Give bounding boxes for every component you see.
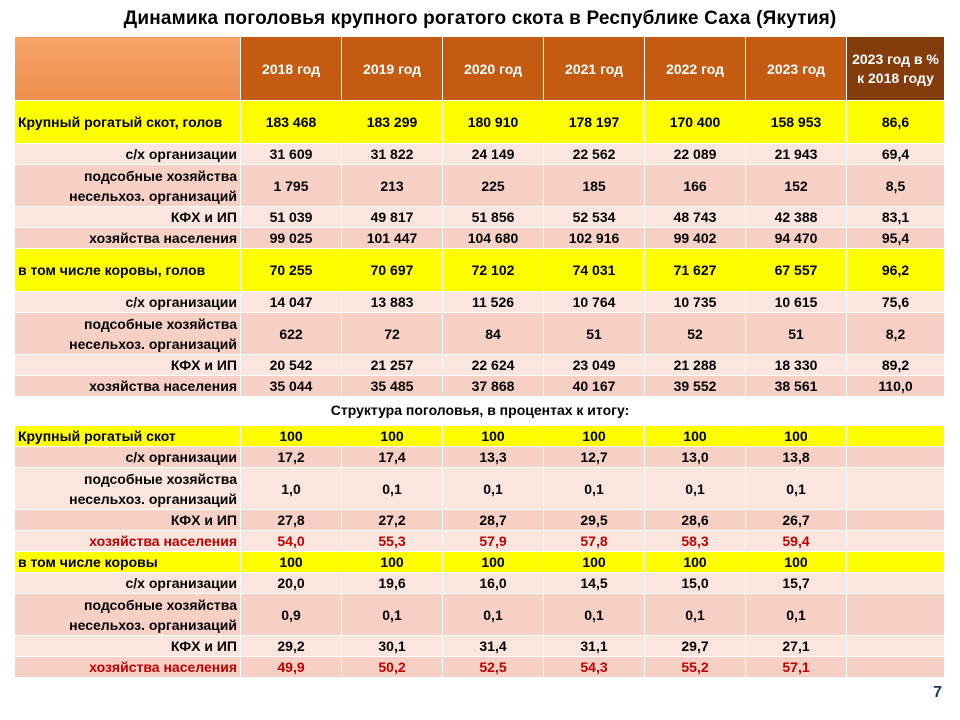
value-cell: 100 <box>241 552 342 573</box>
value-cell: 0,1 <box>746 594 847 636</box>
value-cell: 95,4 <box>847 228 945 249</box>
value-cell: 20 542 <box>241 355 342 376</box>
value-cell: 96,2 <box>847 249 945 292</box>
value-cell: 51 039 <box>241 207 342 228</box>
table-row-subsidiary-farms-share <box>15 468 945 510</box>
value-cell: 100 <box>443 552 544 573</box>
value-cell: 22 562 <box>544 144 645 165</box>
slide-title: Динамика поголовья крупного рогатого скота в Республике Саха (Якутия) <box>123 8 837 29</box>
header-year-2023: 2023 год <box>746 37 847 101</box>
value-cell: 0,9 <box>241 594 342 636</box>
value-cell: 49,9 <box>241 657 342 678</box>
table-row-total-cattle-share <box>15 426 945 447</box>
value-cell <box>847 447 945 468</box>
value-cell: 14,5 <box>544 573 645 594</box>
value-cell: 152 <box>746 165 847 207</box>
value-cell: 74 031 <box>544 249 645 292</box>
value-cell: 12,7 <box>544 447 645 468</box>
table-row-kfh-ip-share <box>15 510 945 531</box>
value-cell: 30,1 <box>342 636 443 657</box>
value-cell: 86,6 <box>847 101 945 144</box>
table-row-cows-households-share <box>15 657 945 678</box>
value-cell: 70 255 <box>241 249 342 292</box>
value-cell: 26,7 <box>746 510 847 531</box>
row-label: подсобные хозяйства несельхоз. организаций <box>15 468 241 510</box>
structure-table <box>14 425 945 678</box>
value-cell <box>847 531 945 552</box>
value-cell: 57,8 <box>544 531 645 552</box>
table-row-households <box>15 228 945 249</box>
value-cell: 72 <box>342 313 443 355</box>
value-cell: 19,6 <box>342 573 443 594</box>
value-cell: 27,1 <box>746 636 847 657</box>
value-cell: 100 <box>746 426 847 447</box>
value-cell: 27,2 <box>342 510 443 531</box>
value-cell: 54,0 <box>241 531 342 552</box>
value-cell: 14 047 <box>241 292 342 313</box>
value-cell: 58,3 <box>645 531 746 552</box>
table-row-cows-subsidiary-farms <box>15 313 945 355</box>
value-cell: 48 743 <box>645 207 746 228</box>
value-cell: 158 953 <box>746 101 847 144</box>
value-cell: 0,1 <box>443 468 544 510</box>
table-header-row <box>15 37 945 101</box>
value-cell <box>847 573 945 594</box>
row-label: КФХ и ИП <box>15 207 241 228</box>
value-cell: 13 883 <box>342 292 443 313</box>
value-cell: 40 167 <box>544 376 645 397</box>
value-cell <box>847 552 945 573</box>
row-label: Крупный рогатый скот, голов <box>15 101 241 144</box>
value-cell: 622 <box>241 313 342 355</box>
value-cell: 0,1 <box>746 468 847 510</box>
value-cell: 94 470 <box>746 228 847 249</box>
table-row-cows-households <box>15 376 945 397</box>
value-cell <box>847 657 945 678</box>
value-cell: 54,3 <box>544 657 645 678</box>
row-label: КФХ и ИП <box>15 510 241 531</box>
value-cell: 23 049 <box>544 355 645 376</box>
header-year-2021: 2021 год <box>544 37 645 101</box>
value-cell: 0,1 <box>645 468 746 510</box>
value-cell: 17,2 <box>241 447 342 468</box>
value-cell: 59,4 <box>746 531 847 552</box>
value-cell: 21 288 <box>645 355 746 376</box>
table-row-cows-subsidiary-farms-share <box>15 594 945 636</box>
value-cell: 100 <box>746 552 847 573</box>
value-cell: 69,4 <box>847 144 945 165</box>
row-label: с/х организации <box>15 292 241 313</box>
value-cell: 104 680 <box>443 228 544 249</box>
value-cell: 52,5 <box>443 657 544 678</box>
value-cell: 13,8 <box>746 447 847 468</box>
table-row-cows-total-share <box>15 552 945 573</box>
value-cell: 37 868 <box>443 376 544 397</box>
row-label: с/х организации <box>15 447 241 468</box>
value-cell: 99 402 <box>645 228 746 249</box>
value-cell: 49 817 <box>342 207 443 228</box>
value-cell: 89,2 <box>847 355 945 376</box>
value-cell: 51 <box>544 313 645 355</box>
value-cell: 16,0 <box>443 573 544 594</box>
header-year-2022: 2022 год <box>645 37 746 101</box>
value-cell: 84 <box>443 313 544 355</box>
value-cell: 27,8 <box>241 510 342 531</box>
value-cell: 183 468 <box>241 101 342 144</box>
value-cell: 72 102 <box>443 249 544 292</box>
header-year-2019: 2019 год <box>342 37 443 101</box>
table-row-households-share <box>15 531 945 552</box>
value-cell: 18 330 <box>746 355 847 376</box>
value-cell: 51 856 <box>443 207 544 228</box>
value-cell: 31 822 <box>342 144 443 165</box>
table-row-kfh-ip <box>15 207 945 228</box>
value-cell: 100 <box>645 426 746 447</box>
value-cell: 170 400 <box>645 101 746 144</box>
table-row-agri-orgs <box>15 144 945 165</box>
value-cell: 31 609 <box>241 144 342 165</box>
table-row-agri-orgs-share <box>15 447 945 468</box>
value-cell: 180 910 <box>443 101 544 144</box>
value-cell: 225 <box>443 165 544 207</box>
value-cell: 29,5 <box>544 510 645 531</box>
row-label: КФХ и ИП <box>15 355 241 376</box>
value-cell: 8,2 <box>847 313 945 355</box>
row-label: подсобные хозяйства несельхоз. организаций <box>15 165 241 207</box>
value-cell: 15,0 <box>645 573 746 594</box>
value-cell: 70 697 <box>342 249 443 292</box>
row-label: хозяйства населения <box>15 376 241 397</box>
row-label: с/х организации <box>15 144 241 165</box>
table-row-subsidiary-farms <box>15 165 945 207</box>
value-cell: 31,1 <box>544 636 645 657</box>
value-cell: 0,1 <box>544 468 645 510</box>
value-cell <box>847 426 945 447</box>
value-cell: 0,1 <box>342 594 443 636</box>
value-cell: 11 526 <box>443 292 544 313</box>
livestock-table <box>14 36 945 397</box>
value-cell: 39 552 <box>645 376 746 397</box>
value-cell: 38 561 <box>746 376 847 397</box>
value-cell: 21 943 <box>746 144 847 165</box>
value-cell: 0,1 <box>645 594 746 636</box>
value-cell: 10 615 <box>746 292 847 313</box>
value-cell: 50,2 <box>342 657 443 678</box>
value-cell: 0,1 <box>443 594 544 636</box>
value-cell: 52 <box>645 313 746 355</box>
value-cell: 29,2 <box>241 636 342 657</box>
value-cell: 13,3 <box>443 447 544 468</box>
value-cell: 100 <box>342 552 443 573</box>
value-cell: 35 485 <box>342 376 443 397</box>
value-cell: 55,3 <box>342 531 443 552</box>
row-label: хозяйства населения <box>15 657 241 678</box>
value-cell: 75,6 <box>847 292 945 313</box>
value-cell: 20,0 <box>241 573 342 594</box>
value-cell: 13,0 <box>645 447 746 468</box>
value-cell: 185 <box>544 165 645 207</box>
row-label: хозяйства населения <box>15 531 241 552</box>
row-label: в том числе коровы <box>15 552 241 573</box>
value-cell: 100 <box>241 426 342 447</box>
value-cell: 0,1 <box>544 594 645 636</box>
header-year-2020: 2020 год <box>443 37 544 101</box>
value-cell: 42 388 <box>746 207 847 228</box>
value-cell: 99 025 <box>241 228 342 249</box>
value-cell <box>847 510 945 531</box>
structure-title: Структура поголовья, в процентах к итогу: <box>330 402 630 418</box>
value-cell: 0,1 <box>342 468 443 510</box>
value-cell: 57,9 <box>443 531 544 552</box>
value-cell: 10 764 <box>544 292 645 313</box>
header-corner-cell <box>15 37 241 101</box>
value-cell: 83,1 <box>847 207 945 228</box>
value-cell: 100 <box>443 426 544 447</box>
value-cell: 51 <box>746 313 847 355</box>
table-row-cows-agri-orgs <box>15 292 945 313</box>
value-cell: 100 <box>342 426 443 447</box>
value-cell: 55,2 <box>645 657 746 678</box>
value-cell: 21 257 <box>342 355 443 376</box>
table-row-cows-agri-orgs-share <box>15 573 945 594</box>
value-cell: 17,4 <box>342 447 443 468</box>
header-percent-change: 2023 год в % к 2018 году <box>847 37 945 101</box>
header-year-2018: 2018 год <box>241 37 342 101</box>
row-label: подсобные хозяйства несельхоз. организаций <box>15 313 241 355</box>
value-cell: 1 795 <box>241 165 342 207</box>
row-label: в том числе коровы, голов <box>15 249 241 292</box>
row-label: с/х организации <box>15 573 241 594</box>
table-row-cows-kfh-ip-share <box>15 636 945 657</box>
value-cell <box>847 636 945 657</box>
value-cell: 15,7 <box>746 573 847 594</box>
value-cell: 101 447 <box>342 228 443 249</box>
value-cell: 100 <box>645 552 746 573</box>
value-cell: 10 735 <box>645 292 746 313</box>
value-cell: 22 624 <box>443 355 544 376</box>
row-label: хозяйства населения <box>15 228 241 249</box>
value-cell: 28,6 <box>645 510 746 531</box>
table-row-cows-total <box>15 249 945 292</box>
value-cell: 67 557 <box>746 249 847 292</box>
value-cell <box>847 594 945 636</box>
row-label: подсобные хозяйства несельхоз. организаций <box>15 594 241 636</box>
value-cell: 213 <box>342 165 443 207</box>
value-cell: 100 <box>544 426 645 447</box>
table-row-total-cattle <box>15 101 945 144</box>
value-cell: 35 044 <box>241 376 342 397</box>
value-cell: 178 197 <box>544 101 645 144</box>
value-cell: 8,5 <box>847 165 945 207</box>
row-label: Крупный рогатый скот <box>15 426 241 447</box>
value-cell: 52 534 <box>544 207 645 228</box>
value-cell: 28,7 <box>443 510 544 531</box>
value-cell: 57,1 <box>746 657 847 678</box>
value-cell: 29,7 <box>645 636 746 657</box>
row-label: КФХ и ИП <box>15 636 241 657</box>
value-cell <box>847 468 945 510</box>
value-cell: 31,4 <box>443 636 544 657</box>
value-cell: 110,0 <box>847 376 945 397</box>
value-cell: 22 089 <box>645 144 746 165</box>
value-cell: 102 916 <box>544 228 645 249</box>
value-cell: 166 <box>645 165 746 207</box>
value-cell: 1,0 <box>241 468 342 510</box>
table-row-cows-kfh-ip <box>15 355 945 376</box>
value-cell: 24 149 <box>443 144 544 165</box>
value-cell: 100 <box>544 552 645 573</box>
value-cell: 183 299 <box>342 101 443 144</box>
value-cell: 71 627 <box>645 249 746 292</box>
page-number: 7 <box>933 684 942 701</box>
